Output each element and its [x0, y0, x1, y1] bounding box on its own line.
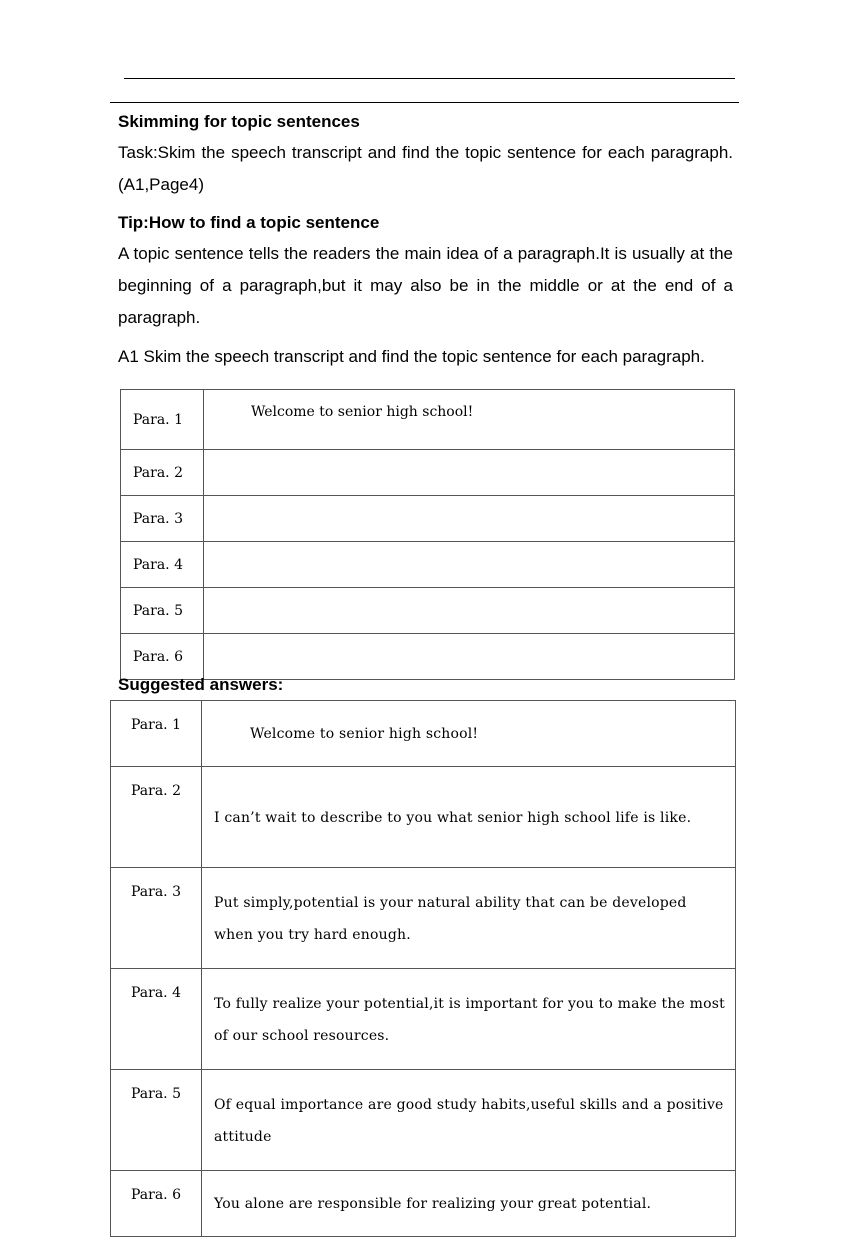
para-label: Para. 6: [121, 634, 204, 680]
tip-heading: Tip:How to find a topic sentence: [118, 213, 380, 232]
table-row: [121, 588, 735, 634]
table-row: [111, 969, 736, 1070]
table-row: [111, 1070, 736, 1171]
table-row: [111, 1171, 736, 1237]
answer-cell: [204, 634, 735, 680]
task-paragraph: Task:Skim the speech transcript and find the topic sentence for each paragraph.(A1,Page4): [118, 143, 733, 194]
answer-cell: Put simply,potential is your natural ability that can be developed when you try hard enough.: [202, 868, 736, 969]
header-rule-bottom: [110, 102, 739, 103]
para-label: Para. 3: [121, 496, 204, 542]
exercise-table: [120, 389, 735, 680]
table-row: [121, 450, 735, 496]
table-row: [121, 390, 735, 450]
table-row: [111, 767, 736, 868]
answer-cell: Welcome to senior high school!: [202, 701, 736, 767]
para-label: Para. 4: [121, 542, 204, 588]
tip-paragraph: A topic sentence tells the readers the main idea of a paragraph.It is usually at the beginning of a paragraph,but it may also be in the middle or at the end of a paragraph.: [118, 244, 733, 327]
answer-cell: You alone are responsible for realizing your great potential.: [202, 1171, 736, 1237]
answer-cell: Of equal importance are good study habits,useful skills and a positive attitude: [202, 1070, 736, 1171]
answers-table: [110, 700, 736, 1237]
answer-cell: [204, 450, 735, 496]
table-row: [121, 634, 735, 680]
section-heading-skimming: Skimming for topic sentences: [118, 112, 360, 131]
table-row: [111, 701, 736, 767]
para-label: Para. 4: [111, 969, 202, 1070]
para-label: Para. 2: [121, 450, 204, 496]
para-label: Para. 5: [121, 588, 204, 634]
answer-cell: Welcome to senior high school!: [204, 390, 735, 450]
para-label: Para. 6: [111, 1171, 202, 1237]
para-label: Para. 5: [111, 1070, 202, 1171]
a1-instruction: A1 Skim the speech transcript and find the topic sentence for each paragraph.: [118, 347, 705, 366]
answer-cell: [204, 588, 735, 634]
answer-cell: [204, 496, 735, 542]
answer-cell: I can’t wait to describe to you what senior high school life is like.: [202, 767, 736, 868]
header-rule-top: [124, 78, 735, 79]
para-label: Para. 1: [111, 701, 202, 767]
para-label: Para. 1: [121, 390, 204, 450]
para-label: Para. 2: [111, 767, 202, 868]
answer-cell: To fully realize your potential,it is important for you to make the most of our school resources.: [202, 969, 736, 1070]
table-row: [121, 542, 735, 588]
answer-cell: [204, 542, 735, 588]
para-label: Para. 3: [111, 868, 202, 969]
table-row: [111, 868, 736, 969]
suggested-answers-heading: Suggested answers:: [118, 675, 284, 694]
table-row: [121, 496, 735, 542]
